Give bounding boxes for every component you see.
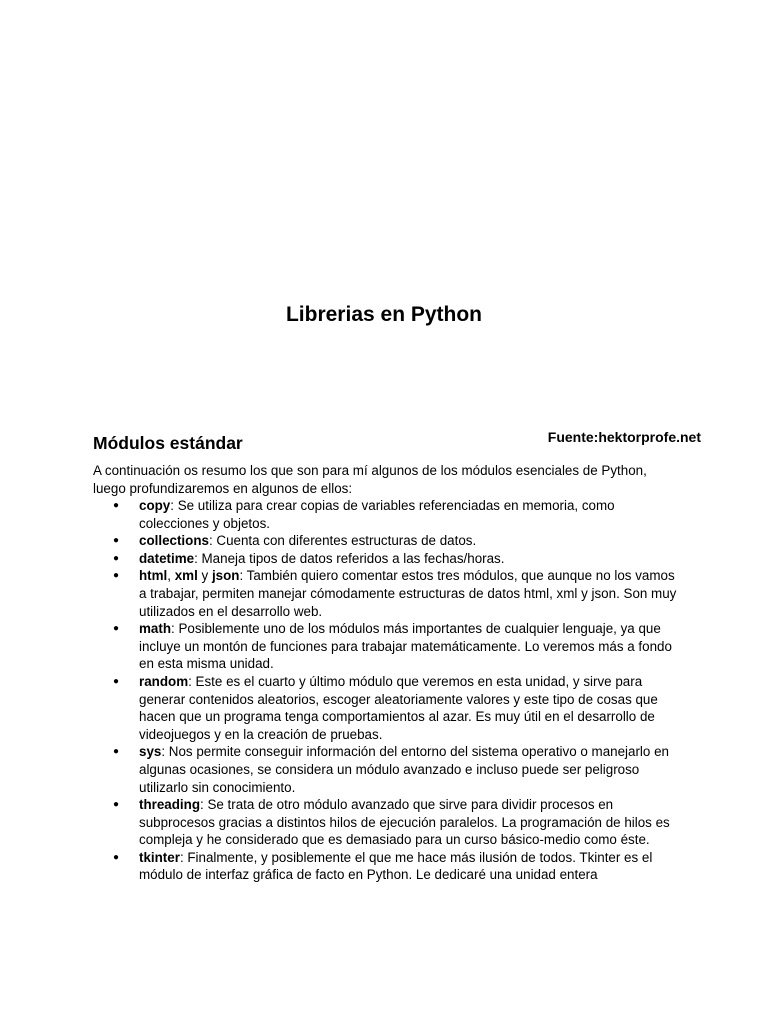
module-description: : Posiblemente uno de los módulos más importantes de cualquier lenguaje, ya que incluye un montón de funciones para trabajar matemáticamente. Lo veremos más a fondo en esta misma unidad. — [139, 621, 672, 672]
module-description: : Nos permite conseguir información del entorno del sistema operativo o manejarlo en algunas ocasiones, se considera un módulo avanzado e incluso puede ser peligroso utilizarlo sin conocimiento. — [139, 744, 669, 795]
module-description: : Este es el cuarto y último módulo que veremos en esta unidad, y sirve para generar contenidos aleatorios, escoger aleatoriamente valores y este tipo de cosas que hacen que un programa tenga comportamientos al azar. Es muy útil en el desarrollo de videojuegos y en la creación de pruebas. — [139, 673, 658, 742]
page-title: Librerias en Python — [285, 303, 483, 326]
list-item — [113, 567, 684, 620]
bullet-icon: ● — [113, 851, 120, 863]
bullet-icon: ● — [113, 500, 120, 511]
list-item — [113, 532, 684, 550]
bullet-icon: ● — [113, 799, 120, 811]
bullet-icon: ● — [113, 623, 120, 635]
list-item — [113, 849, 684, 884]
module-description: : Maneja tipos de datos referidos a las fechas/horas. — [194, 550, 505, 566]
list-item — [113, 796, 684, 849]
module-name: threading — [139, 797, 201, 813]
module-description: : Cuenta con diferentes estructuras de datos. — [208, 533, 477, 549]
list-item — [113, 497, 684, 532]
bullet-icon: ● — [113, 570, 120, 582]
module-name: html — [139, 568, 168, 584]
list-item — [113, 550, 684, 568]
module-name: xml — [174, 568, 198, 584]
module-description: : Se trata de otro módulo avanzado que sirve para dividir procesos en subprocesos gracias a distintos hilos de ejecución paralelos. La programación de hilos es compleja y he considerado que es demasiado para un curso básico-medio como éste. — [139, 797, 670, 848]
module-name: collections — [139, 533, 209, 549]
source-credit: Fuente:hektorprofe.net — [547, 429, 701, 445]
module-name: math — [139, 621, 171, 637]
list-item — [113, 743, 684, 796]
bullet-icon: ● — [113, 535, 120, 547]
bullet-icon: ● — [113, 552, 120, 564]
module-name: json — [211, 568, 240, 584]
module-description: : Se utiliza para crear copias de variables referenciadas en memoria, como colecciones y objetos. — [139, 498, 615, 531]
bullet-icon: ● — [113, 675, 120, 687]
module-name: datetime — [139, 550, 195, 566]
section-heading: Módulos estándar — [93, 433, 243, 453]
module-description: : También quiero comentar estos tres módulos, que aunque no los vamos a trabajar, permiten manejar cómodamente estructuras de datos html, xml y json. Son muy utilizados en el desarrollo web. — [139, 568, 677, 619]
module-name: copy — [139, 498, 171, 513]
module-name: tkinter — [139, 849, 180, 865]
module-description: : Finalmente, y posiblemente el que me hace más ilusión de todos. Tkinter es el módulo de interfaz gráfica de facto en Python. Le dedicaré una unidad entera — [139, 849, 653, 883]
intro-paragraph: A continuación os resumo los que son para mí algunos de los módulos esenciales de Python, luego profundizaremos en algunos de ellos: — [93, 463, 647, 496]
list-item — [113, 620, 684, 673]
module-list — [113, 497, 684, 884]
name-separator: y — [197, 568, 212, 584]
module-name: random — [139, 673, 189, 689]
bullet-icon: ● — [113, 746, 120, 758]
name-separator: , — [167, 568, 175, 584]
list-item — [113, 673, 684, 743]
module-name: sys — [139, 744, 162, 760]
